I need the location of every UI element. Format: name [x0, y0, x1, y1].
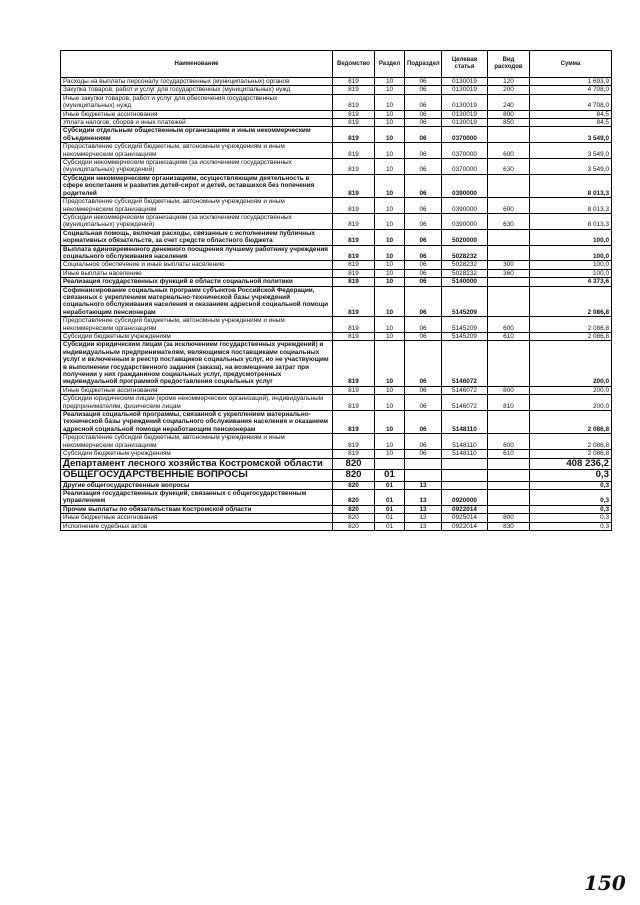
cell-department: 819	[333, 86, 375, 94]
cell-sum: 0,3	[530, 470, 612, 482]
cell-expense-type	[488, 127, 530, 143]
table-row	[61, 110, 612, 118]
cell-name: Социальная помощь, включая расходы, связанные с исполнением публичных нормативных обязательств, за счет средств областного бюджета	[61, 229, 333, 245]
cell-expense-type: 800	[488, 110, 530, 118]
cell-expense-type	[488, 278, 530, 286]
cell-sum: 3 549,0	[530, 127, 612, 143]
cell-department: 819	[333, 261, 375, 269]
cell-target-item: 0130019	[442, 110, 488, 118]
cell-target-item: 0922014	[442, 505, 488, 513]
cell-target-item: 5028232	[442, 261, 488, 269]
cell-department: 819	[333, 278, 375, 286]
cell-target-item: 0920000	[442, 489, 488, 505]
cell-department: 819	[333, 143, 375, 159]
cell-name: Социальное обеспечение и иные выплаты населению	[61, 261, 333, 269]
cell-expense-type: 300	[488, 261, 530, 269]
cell-target-item: 5145209	[442, 317, 488, 333]
cell-subsection: 06	[405, 450, 442, 458]
cell-target-item: 0922014	[442, 522, 488, 530]
table-row	[61, 458, 612, 470]
cell-section: 10	[375, 110, 405, 118]
cell-name: Иные закупки товаров, работ и услуг для обеспечения государственных (муниципальных) нужд	[61, 94, 333, 110]
cell-expense-type: 830	[488, 522, 530, 530]
cell-sum: 0,3	[530, 514, 612, 522]
table-row	[61, 78, 612, 86]
budget-sheet	[60, 50, 611, 531]
cell-sum: 8 013,3	[530, 174, 612, 197]
table-row	[61, 514, 612, 522]
cell-department: 819	[333, 110, 375, 118]
table-row	[61, 341, 612, 386]
cell-department: 820	[333, 505, 375, 513]
cell-sum: 0,3	[530, 505, 612, 513]
cell-department: 819	[333, 434, 375, 450]
cell-section: 01	[375, 514, 405, 522]
cell-section: 10	[375, 286, 405, 317]
cell-sum: 2 086,8	[530, 450, 612, 458]
cell-section: 10	[375, 143, 405, 159]
cell-subsection: 06	[405, 341, 442, 386]
cell-subsection: 06	[405, 434, 442, 450]
cell-subsection: 06	[405, 213, 442, 229]
cell-target-item: 0370000	[442, 143, 488, 159]
cell-target-item	[442, 481, 488, 489]
table-row	[61, 94, 612, 110]
cell-subsection: 06	[405, 269, 442, 277]
page-number: 150	[584, 871, 626, 895]
table-row	[61, 317, 612, 333]
cell-name: ОБЩЕГОСУДАРСТВЕННЫЕ ВОПРОСЫ	[61, 470, 333, 482]
cell-subsection: 06	[405, 110, 442, 118]
cell-section: 10	[375, 78, 405, 86]
cell-name: Иные бюджетные ассигнования	[61, 514, 333, 522]
table-row	[61, 159, 612, 175]
cell-name: Предоставление субсидий бюджетным, автономным учреждениям и иным некоммерческим организациям	[61, 198, 333, 214]
cell-sum: 4 373,6	[530, 278, 612, 286]
header-section: Раздел	[375, 51, 405, 78]
cell-target-item: 5148110	[442, 411, 488, 434]
cell-subsection: 13	[405, 505, 442, 513]
cell-expense-type: 810	[488, 395, 530, 411]
table-row	[61, 286, 612, 317]
cell-expense-type	[488, 481, 530, 489]
cell-expense-type	[488, 411, 530, 434]
cell-department: 819	[333, 395, 375, 411]
cell-sum: 100,0	[530, 229, 612, 245]
cell-sum: 84,5	[530, 119, 612, 127]
cell-sum: 2 086,8	[530, 317, 612, 333]
cell-subsection: 06	[405, 245, 442, 261]
cell-subsection: 06	[405, 119, 442, 127]
cell-target-item: 0370000	[442, 159, 488, 175]
cell-subsection: 06	[405, 159, 442, 175]
cell-department: 819	[333, 286, 375, 317]
table-row	[61, 333, 612, 341]
table-row	[61, 522, 612, 530]
cell-department: 820	[333, 522, 375, 530]
cell-expense-type: 240	[488, 94, 530, 110]
cell-department: 819	[333, 119, 375, 127]
cell-name: Субсидии отдельным общественным организациям и иным некоммерческим объединениям	[61, 127, 333, 143]
cell-section: 10	[375, 269, 405, 277]
cell-name: Иные бюджетные ассигнования	[61, 386, 333, 394]
cell-target-item: 0130019	[442, 94, 488, 110]
cell-expense-type: 610	[488, 333, 530, 341]
cell-expense-type	[488, 245, 530, 261]
cell-sum: 0,3	[530, 522, 612, 530]
cell-section: 10	[375, 119, 405, 127]
cell-section: 01	[375, 489, 405, 505]
cell-subsection: 06	[405, 386, 442, 394]
cell-subsection	[405, 470, 442, 482]
cell-section: 01	[375, 505, 405, 513]
cell-name: Реализация социальной программы, связанной с укреплением материально-технической базы учреждений социального обслуживания населения и оказанием адресной социальной помощи неработающим пенсионерам	[61, 411, 333, 434]
table-row	[61, 127, 612, 143]
cell-target-item: 0925014	[442, 514, 488, 522]
cell-sum: 0,3	[530, 489, 612, 505]
cell-expense-type: 600	[488, 143, 530, 159]
cell-subsection: 13	[405, 481, 442, 489]
cell-subsection	[405, 458, 442, 470]
cell-subsection: 06	[405, 411, 442, 434]
cell-section: 10	[375, 386, 405, 394]
cell-target-item: 5148110	[442, 450, 488, 458]
cell-department: 819	[333, 245, 375, 261]
cell-section: 10	[375, 198, 405, 214]
table-row	[61, 386, 612, 394]
cell-expense-type	[488, 341, 530, 386]
cell-expense-type	[488, 489, 530, 505]
table-row	[61, 450, 612, 458]
cell-section: 10	[375, 94, 405, 110]
cell-subsection: 13	[405, 514, 442, 522]
cell-section: 10	[375, 127, 405, 143]
cell-name: Субсидии некоммерческим организациям (за исключением государственных (муниципальных) учреждений)	[61, 159, 333, 175]
cell-sum: 200,0	[530, 386, 612, 394]
cell-section: 10	[375, 86, 405, 94]
cell-name: Иные бюджетные ассигнования	[61, 110, 333, 118]
cell-expense-type: 850	[488, 119, 530, 127]
header-expense-type: Вид расходов	[488, 51, 530, 78]
cell-sum: 200,0	[530, 395, 612, 411]
cell-section: 10	[375, 333, 405, 341]
cell-expense-type: 800	[488, 514, 530, 522]
cell-name: Предоставление субсидий бюджетным, автономным учреждениям и иным некоммерческим организациям	[61, 143, 333, 159]
cell-subsection: 06	[405, 395, 442, 411]
cell-target-item: 0130019	[442, 78, 488, 86]
cell-department: 819	[333, 78, 375, 86]
cell-sum: 2 086,8	[530, 286, 612, 317]
header-target-item: Целевая статья	[442, 51, 488, 78]
cell-sum: 8 013,3	[530, 198, 612, 214]
cell-section: 10	[375, 450, 405, 458]
table-row	[61, 411, 612, 434]
cell-department: 819	[333, 229, 375, 245]
cell-name: Субсидии юридическим лицам (за исключением государственных учреждений) и индивидуальным предпринимателям, являющимся поставщиками социальных услуг и включенным в реестр поставщиков социальных услуг, но не участвующим в выполнении государственного задания (заказа), на возмещение затрат при получении у них гражданином социальных услуг, предусмотренных индивидуальной программой предоставления социальных услуг	[61, 341, 333, 386]
cell-name: Исполнение судебных актов	[61, 522, 333, 530]
cell-expense-type: 630	[488, 213, 530, 229]
cell-target-item: 0130019	[442, 119, 488, 127]
cell-department: 819	[333, 450, 375, 458]
cell-name: Реализация государственных функций, связанных с общегосударственным управлением	[61, 489, 333, 505]
cell-department: 819	[333, 94, 375, 110]
cell-name: Иные выплаты населению	[61, 269, 333, 277]
cell-target-item: 5140000	[442, 278, 488, 286]
cell-subsection: 06	[405, 143, 442, 159]
cell-department: 819	[333, 213, 375, 229]
cell-department: 819	[333, 159, 375, 175]
cell-subsection: 06	[405, 317, 442, 333]
table-row	[61, 269, 612, 277]
cell-name: Закупка товаров, работ и услуг для государственных (муниципальных) нужд	[61, 86, 333, 94]
cell-name: Департамент лесного хозяйства Костромской области	[61, 458, 333, 470]
cell-sum: 2 086,8	[530, 411, 612, 434]
cell-sum: 8 013,3	[530, 213, 612, 229]
table-row	[61, 481, 612, 489]
cell-department: 819	[333, 411, 375, 434]
cell-target-item: 5146072	[442, 341, 488, 386]
cell-target-item: 5146072	[442, 386, 488, 394]
cell-section: 01	[375, 522, 405, 530]
cell-department: 819	[333, 341, 375, 386]
cell-target-item: 0390000	[442, 174, 488, 197]
cell-expense-type	[488, 174, 530, 197]
cell-department: 820	[333, 458, 375, 470]
cell-name: Предоставление субсидий бюджетным, автономным учреждениям и иным некоммерческим организациям	[61, 317, 333, 333]
table-row	[61, 143, 612, 159]
cell-section: 01	[375, 470, 405, 482]
cell-expense-type: 610	[488, 450, 530, 458]
cell-sum: 100,0	[530, 245, 612, 261]
table-row	[61, 245, 612, 261]
cell-department: 820	[333, 481, 375, 489]
cell-name: Расходы на выплаты персоналу государственных (муниципальных) органов	[61, 78, 333, 86]
cell-section: 10	[375, 341, 405, 386]
cell-expense-type	[488, 458, 530, 470]
cell-subsection: 06	[405, 229, 442, 245]
cell-subsection: 06	[405, 86, 442, 94]
cell-sum: 2 086,8	[530, 333, 612, 341]
cell-expense-type: 360	[488, 269, 530, 277]
table-row	[61, 470, 612, 482]
cell-target-item: 5146072	[442, 395, 488, 411]
cell-expense-type: 600	[488, 317, 530, 333]
cell-department: 819	[333, 269, 375, 277]
cell-name: Субсидии некоммерческим организациям, осуществляющим деятельность в сфере воспитания и развития детей-сирот и детей, оставшихся без попечения родителей	[61, 174, 333, 197]
table-row	[61, 489, 612, 505]
cell-expense-type: 600	[488, 198, 530, 214]
table-row	[61, 395, 612, 411]
cell-expense-type: 800	[488, 386, 530, 394]
cell-target-item: 0370000	[442, 127, 488, 143]
cell-name: Субсидии бюджетным учреждениям	[61, 450, 333, 458]
header-subsection: Подраздел	[405, 51, 442, 78]
cell-section: 10	[375, 245, 405, 261]
cell-section: 10	[375, 261, 405, 269]
cell-target-item	[442, 470, 488, 482]
cell-subsection: 06	[405, 333, 442, 341]
cell-department: 819	[333, 333, 375, 341]
cell-expense-type: 120	[488, 78, 530, 86]
cell-section: 10	[375, 159, 405, 175]
cell-subsection: 06	[405, 278, 442, 286]
cell-subsection: 06	[405, 198, 442, 214]
cell-section: 10	[375, 174, 405, 197]
cell-sum: 100,0	[530, 261, 612, 269]
cell-department: 819	[333, 386, 375, 394]
cell-target-item: 0390000	[442, 213, 488, 229]
cell-name: Софинансирование социальных программ субъектов Российской Федерации, связанных с укреплением материально-технической базы учреждений социального обслуживания населения и оказанием адресной социальной помощи неработающим пенсионерам	[61, 286, 333, 317]
cell-section: 10	[375, 317, 405, 333]
cell-name: Выплата единовременного денежного поощрения лучшему работнику учреждения социального обслуживания населения	[61, 245, 333, 261]
cell-section: 10	[375, 434, 405, 450]
cell-subsection: 06	[405, 94, 442, 110]
table-row	[61, 86, 612, 94]
table-header-row	[61, 51, 612, 78]
cell-sum: 100,0	[530, 269, 612, 277]
cell-expense-type: 600	[488, 434, 530, 450]
cell-target-item: 5145209	[442, 333, 488, 341]
cell-name: Субсидии юридическим лицам (кроме некоммерческих организаций), индивидуальным предпринимателям, физическим лицам	[61, 395, 333, 411]
cell-subsection: 06	[405, 286, 442, 317]
table-row	[61, 119, 612, 127]
cell-department: 819	[333, 317, 375, 333]
cell-section	[375, 458, 405, 470]
cell-sum: 1 693,9	[530, 78, 612, 86]
cell-section: 10	[375, 411, 405, 434]
cell-target-item: 0390000	[442, 198, 488, 214]
header-sum: Сумма	[530, 51, 612, 78]
cell-name: Субсидии некоммерческим организациям (за исключением государственных (муниципальных) учреждений)	[61, 213, 333, 229]
header-department: Ведомство	[333, 51, 375, 78]
cell-department: 820	[333, 470, 375, 482]
cell-sum: 2 086,8	[530, 434, 612, 450]
cell-section: 10	[375, 229, 405, 245]
cell-target-item: 5028232	[442, 245, 488, 261]
cell-department: 820	[333, 489, 375, 505]
table-row	[61, 229, 612, 245]
cell-section: 01	[375, 481, 405, 489]
cell-sum: 3 549,0	[530, 143, 612, 159]
cell-target-item: 0130019	[442, 86, 488, 94]
cell-expense-type: 630	[488, 159, 530, 175]
cell-expense-type	[488, 505, 530, 513]
cell-sum: 0,3	[530, 481, 612, 489]
cell-sum: 4 708,0	[530, 86, 612, 94]
cell-department: 819	[333, 198, 375, 214]
cell-sum: 4 708,0	[530, 94, 612, 110]
cell-expense-type	[488, 229, 530, 245]
cell-name: Другие общегосударственные вопросы	[61, 481, 333, 489]
cell-section: 10	[375, 213, 405, 229]
budget-table	[60, 50, 612, 531]
cell-target-item: 5145209	[442, 286, 488, 317]
cell-expense-type	[488, 286, 530, 317]
table-row	[61, 261, 612, 269]
cell-subsection: 13	[405, 522, 442, 530]
cell-sum: 408 236,2	[530, 458, 612, 470]
cell-subsection: 06	[405, 78, 442, 86]
cell-department: 819	[333, 174, 375, 197]
cell-target-item: 5148110	[442, 434, 488, 450]
cell-department: 820	[333, 514, 375, 522]
cell-subsection: 13	[405, 489, 442, 505]
cell-department: 819	[333, 127, 375, 143]
cell-sum: 84,5	[530, 110, 612, 118]
cell-target-item	[442, 458, 488, 470]
cell-subsection: 06	[405, 261, 442, 269]
table-row	[61, 213, 612, 229]
cell-subsection: 06	[405, 174, 442, 197]
cell-name: Прочие выплаты по обязательствам Костромской области	[61, 505, 333, 513]
cell-name: Субсидии бюджетным учреждениям	[61, 333, 333, 341]
cell-sum: 200,0	[530, 341, 612, 386]
cell-expense-type	[488, 470, 530, 482]
table-row	[61, 198, 612, 214]
table-row	[61, 505, 612, 513]
cell-target-item: 5028232	[442, 269, 488, 277]
table-row	[61, 434, 612, 450]
cell-sum: 3 549,0	[530, 159, 612, 175]
cell-section: 10	[375, 278, 405, 286]
cell-name: Уплата налогов, сборов и иных платежей	[61, 119, 333, 127]
table-row	[61, 174, 612, 197]
header-name: Наименование	[61, 51, 333, 78]
cell-target-item: 5020000	[442, 229, 488, 245]
cell-name: Реализация государственных функций в области социальной политики	[61, 278, 333, 286]
cell-section: 10	[375, 395, 405, 411]
cell-subsection: 06	[405, 127, 442, 143]
cell-expense-type: 200	[488, 86, 530, 94]
cell-name: Предоставление субсидий бюджетным, автономным учреждениям и иным некоммерческим организациям	[61, 434, 333, 450]
table-row	[61, 278, 612, 286]
